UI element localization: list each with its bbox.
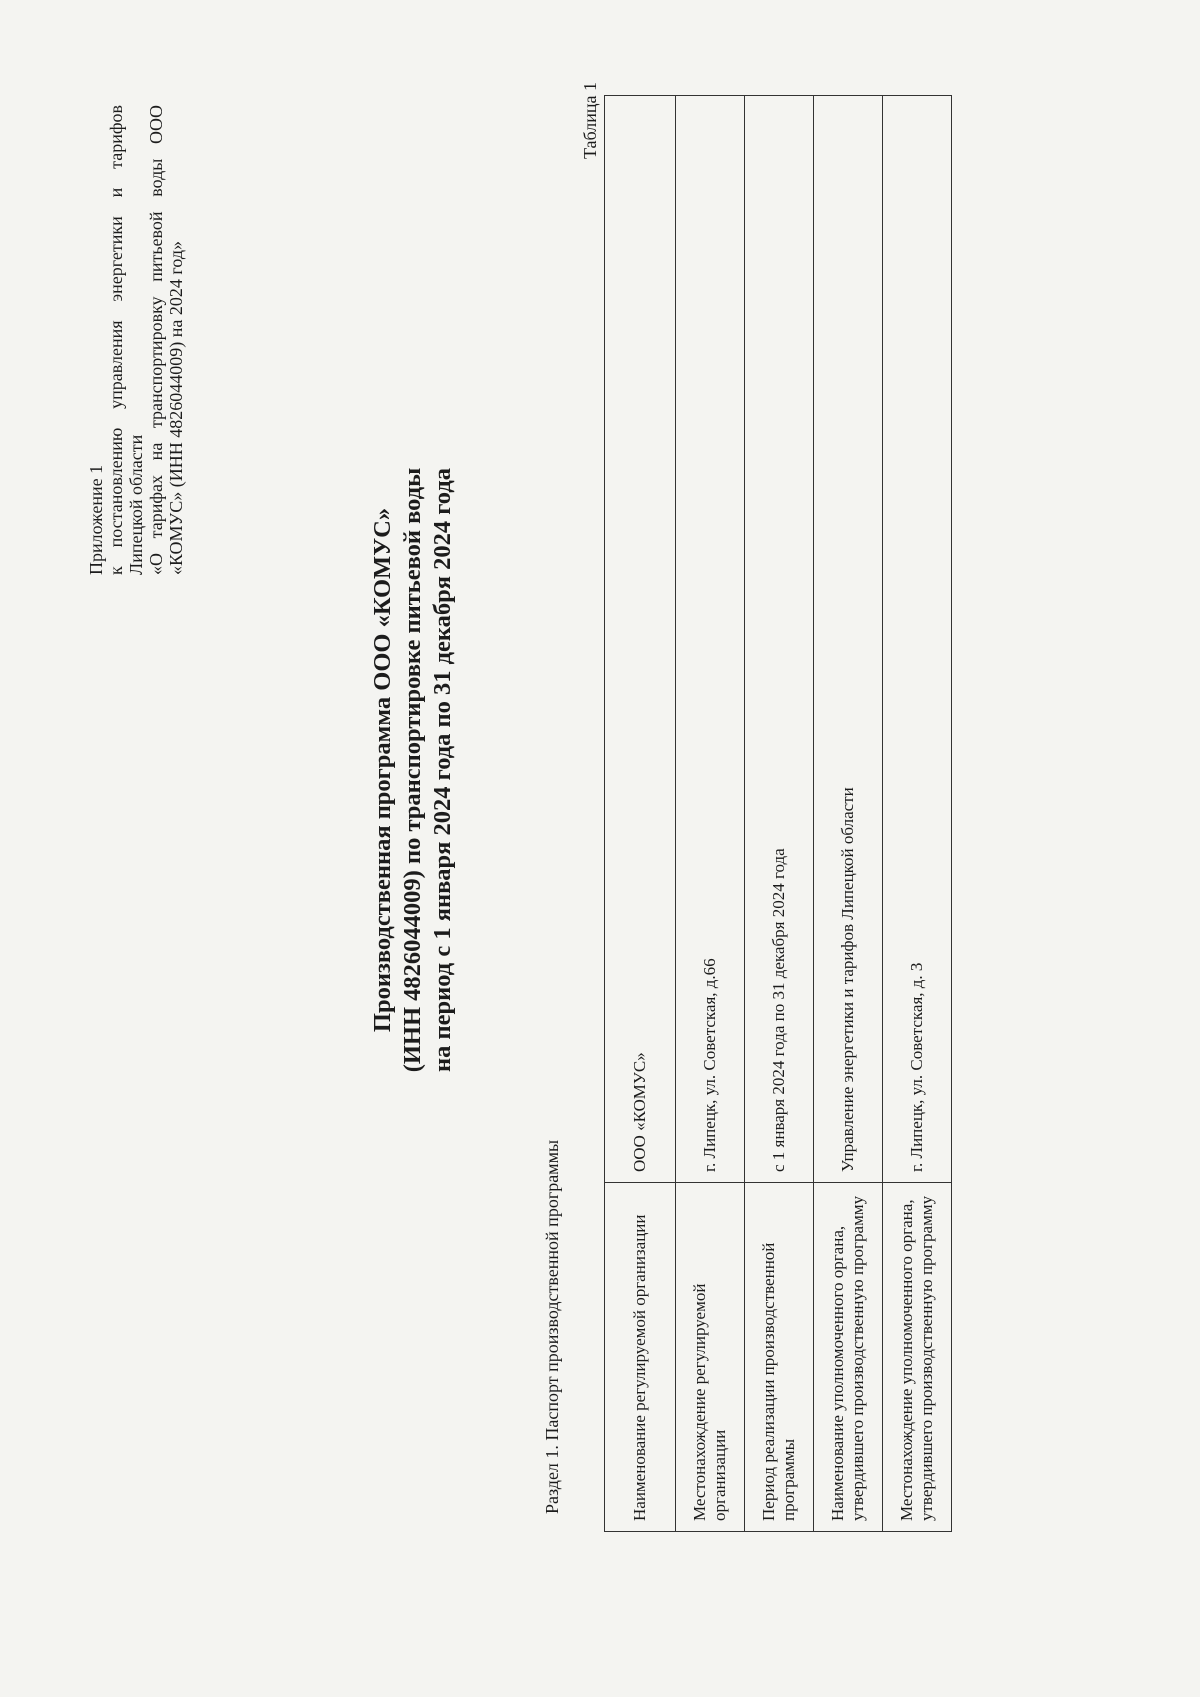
row-name: Наименование уполномоченного органа, утвердившего производственную программу <box>814 1183 883 1532</box>
table-row <box>883 96 952 1532</box>
table-row <box>745 96 814 1532</box>
row-value: с 1 января 2024 года по 31 декабря 2024 года <box>745 96 814 1183</box>
row-value: Управление энергетики и тарифов Липецкой области <box>814 96 883 1183</box>
appendix-reference: к постановлению управления энергетики и тарифов Липецкой области <box>106 105 146 575</box>
document-title <box>368 270 458 1270</box>
row-name: Местонахождение уполномоченного органа, утвердившего производственную программу <box>883 1183 952 1532</box>
appendix-subject: «О тарифах на транспортировку питьевой воды ООО «КОМУС» (ИНН 4826044009) на 2024 год» <box>146 105 186 575</box>
table-row <box>814 96 883 1532</box>
title-line-1: Производственная программа ООО «КОМУС» <box>369 507 396 1033</box>
row-name: Местонахождение регулируемой организации <box>676 1183 745 1532</box>
title-line-2: (ИНН 4826044009) по транспортировке питьевой воды <box>399 467 426 1073</box>
row-value: ООО «КОМУС» <box>605 96 676 1183</box>
appendix-header <box>86 105 186 575</box>
table-label: Таблица 1 <box>580 82 600 159</box>
section-label: Раздел 1. Паспорт производственной программы <box>542 1139 562 1514</box>
row-name: Наименование регулируемой организации <box>605 1183 676 1532</box>
row-value: г. Липецк, ул. Советская, д.66 <box>676 96 745 1183</box>
appendix-number: Приложение 1 <box>86 464 106 575</box>
table-row <box>605 96 676 1532</box>
row-name: Период реализации производственной программы <box>745 1183 814 1532</box>
passport-table <box>604 95 952 1532</box>
row-value: г. Липецк, ул. Советская, д. 3 <box>883 96 952 1183</box>
title-line-3: на период с 1 января 2024 года по 31 декабря 2024 года <box>429 468 456 1072</box>
table-row <box>676 96 745 1532</box>
